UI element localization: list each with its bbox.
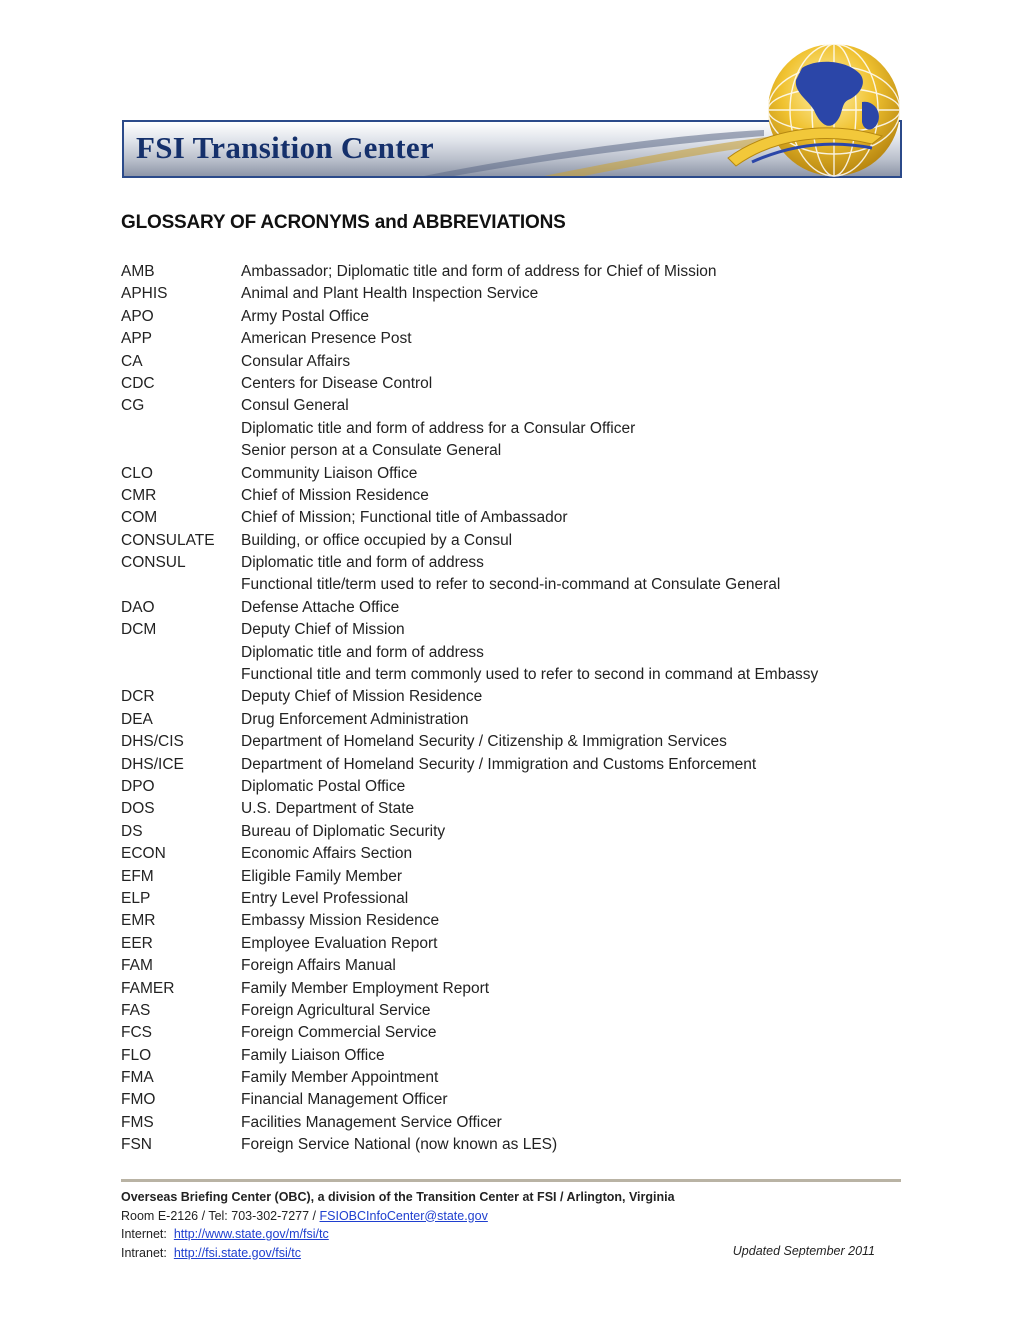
glossary-definition: Senior person at a Consulate General [241, 442, 502, 460]
glossary-definition: Foreign Agricultural Service [241, 1001, 431, 1019]
glossary-abbreviation: DOS [121, 800, 155, 818]
glossary-definition: Entry Level Professional [241, 889, 409, 907]
glossary-abbreviation: FMA [121, 1069, 154, 1087]
glossary-row [121, 866, 901, 888]
glossary-abbreviation: CLO [121, 464, 153, 482]
glossary-definition: Department of Homeland Security / Immigration and Customs Enforcement [241, 755, 757, 773]
glossary-definition: Bureau of Diplomatic Security [241, 822, 446, 840]
glossary-definition: Deputy Chief of Mission [241, 621, 405, 639]
footer-internet-label: Internet: [121, 1227, 167, 1241]
glossary-abbreviation: CONSULATE [121, 531, 215, 549]
glossary-row [121, 776, 901, 798]
glossary-abbreviation: FAMER [121, 979, 175, 997]
glossary-definition: Functional title/term used to refer to second-in-command at Consulate General [241, 576, 781, 594]
glossary-definition: Animal and Plant Health Inspection Service [241, 285, 539, 303]
glossary-abbreviation: FAS [121, 1001, 151, 1019]
glossary-row [121, 933, 901, 955]
glossary-definition: Eligible Family Member [241, 867, 403, 885]
glossary-row [121, 1067, 901, 1089]
glossary-abbreviation: FMS [121, 1113, 154, 1131]
glossary-definition: Building, or office occupied by a Consul [241, 531, 513, 549]
footer-organization: Overseas Briefing Center (OBC), a division of the Transition Center at FSI / Arlington, Virginia [121, 1190, 675, 1204]
footer-email-link[interactable]: FSIOBCInfoCenter@state.gov [319, 1208, 488, 1223]
glossary-row [121, 552, 901, 574]
glossary-abbreviation: DEA [121, 710, 153, 728]
glossary-abbreviation [121, 440, 241, 462]
glossary-definition: Defense Attache Office [241, 598, 400, 616]
glossary-row [121, 1045, 901, 1067]
glossary-abbreviation: CA [121, 352, 143, 370]
glossary-row [121, 978, 901, 1000]
glossary-row [121, 910, 901, 932]
glossary-definition: Consul General [241, 397, 349, 415]
glossary-definition: Diplomatic title and form of address for a Consular Officer [241, 419, 636, 437]
glossary-row [121, 1134, 901, 1156]
glossary-definition: Functional title and term commonly used to refer to second in command at Embassy [241, 666, 819, 684]
page-title: GLOSSARY OF ACRONYMS and ABBREVIATIONS [121, 212, 566, 233]
glossary-row [121, 1000, 901, 1022]
glossary-abbreviation: DAO [121, 598, 155, 616]
glossary-abbreviation: AMB [121, 263, 155, 280]
glossary-row [121, 888, 901, 910]
glossary-row [121, 664, 901, 686]
glossary-row [121, 306, 901, 328]
footer-room-tel: Room E-2126 / Tel: 703-302-7277 / [121, 1208, 320, 1223]
glossary-row [121, 261, 901, 283]
globe-logo-icon [722, 40, 904, 180]
footer-updated-date: Updated September 2011 [732, 1243, 875, 1258]
glossary-definition: Department of Homeland Security / Citizenship & Immigration Services [241, 733, 727, 751]
glossary-row [121, 1022, 901, 1044]
glossary-row [121, 418, 901, 440]
glossary-row [121, 440, 901, 462]
glossary-abbreviation: FMO [121, 1091, 156, 1109]
glossary-abbreviation: DHS/ICE [121, 755, 184, 773]
glossary-abbreviation: ELP [121, 889, 151, 907]
glossary-definition: Family Member Appointment [241, 1069, 439, 1087]
glossary-row [121, 686, 901, 708]
glossary-abbreviation [121, 574, 241, 596]
glossary-abbreviation: DS [121, 822, 143, 840]
glossary-abbreviation [121, 664, 241, 686]
glossary-abbreviation: DCM [121, 621, 157, 639]
footer-internet-line [121, 1225, 881, 1244]
glossary-definition: Foreign Commercial Service [241, 1024, 437, 1042]
glossary-abbreviation: FCS [121, 1024, 152, 1042]
glossary-row [121, 328, 901, 350]
glossary-abbreviation: APP [121, 330, 153, 348]
glossary-row [121, 731, 901, 753]
glossary-abbreviation: CMR [121, 486, 157, 504]
glossary-definition: Centers for Disease Control [241, 374, 433, 392]
glossary-definition: Chief of Mission; Functional title of Ambassador [241, 509, 568, 527]
glossary-row [121, 642, 901, 664]
glossary-abbreviation: DCR [121, 688, 155, 706]
glossary-row [121, 821, 901, 843]
glossary-abbreviation: DPO [121, 777, 155, 795]
glossary-abbreviation: EFM [121, 867, 154, 885]
glossary-row [121, 485, 901, 507]
glossary-abbreviation: ECON [121, 845, 166, 863]
glossary-definition: Family Liaison Office [241, 1046, 385, 1064]
glossary-definition: U.S. Department of State [241, 800, 415, 818]
glossary-definition: Community Liaison Office [241, 464, 418, 482]
glossary-row [121, 798, 901, 820]
glossary-row [121, 709, 901, 731]
glossary-definition: Financial Management Officer [241, 1091, 448, 1109]
glossary-definition: Deputy Chief of Mission Residence [241, 688, 483, 706]
glossary-abbreviation: CDC [121, 374, 155, 392]
glossary-abbreviation: DHS/CIS [121, 733, 184, 751]
footer-intranet-link[interactable]: http://fsi.state.gov/fsi/tc [173, 1245, 301, 1260]
glossary-definition: Employee Evaluation Report [241, 934, 438, 952]
glossary-abbreviation [121, 418, 241, 440]
glossary-definition: Drug Enforcement Administration [241, 710, 469, 728]
glossary-definition: American Presence Post [241, 330, 412, 348]
glossary-row [121, 843, 901, 865]
footer-contact-line [121, 1207, 881, 1226]
glossary-row [121, 597, 901, 619]
footer-intranet-label: Intranet: [121, 1245, 167, 1260]
glossary-definition: Chief of Mission Residence [241, 486, 429, 504]
glossary-row [121, 574, 901, 596]
glossary-row [121, 530, 901, 552]
glossary-row [121, 351, 901, 373]
glossary-row [121, 395, 901, 417]
glossary-definition: Foreign Service National (now known as LES) [241, 1136, 558, 1154]
glossary-abbreviation: EMR [121, 912, 156, 930]
glossary-definition: Diplomatic title and form of address [241, 643, 484, 661]
glossary-definition: Family Member Employment Report [241, 979, 490, 997]
footer-divider [121, 1179, 901, 1182]
banner-title: FSI Transition Center [136, 130, 434, 165]
glossary-definition: Foreign Affairs Manual [241, 957, 396, 975]
glossary-abbreviation: FAM [121, 957, 153, 975]
glossary-abbreviation: EER [121, 934, 153, 952]
glossary-row [121, 619, 901, 641]
glossary-row [121, 1089, 901, 1111]
glossary-abbreviation: CG [121, 397, 145, 415]
glossary-definition: Diplomatic Postal Office [241, 777, 406, 795]
glossary-row [121, 507, 901, 529]
glossary-definition: Ambassador; Diplomatic title and form of address for Chief of Mission [241, 263, 717, 280]
glossary-abbreviation: COM [121, 509, 158, 527]
glossary-abbreviation: FLO [121, 1046, 152, 1064]
glossary-abbreviation: APO [121, 307, 154, 325]
glossary-definition: Diplomatic title and form of address [241, 554, 484, 572]
glossary-row [121, 463, 901, 485]
footer-internet-link[interactable]: http://www.state.gov/m/fsi/tc [173, 1227, 329, 1241]
glossary-definition: Facilities Management Service Officer [241, 1113, 502, 1131]
glossary-abbreviation: APHIS [121, 285, 168, 303]
glossary-row [121, 373, 901, 395]
footer [121, 1188, 881, 1262]
glossary-row [121, 283, 901, 305]
glossary-abbreviation: FSN [121, 1136, 152, 1154]
glossary-definition: Army Postal Office [241, 307, 370, 325]
glossary-abbreviation [121, 642, 241, 664]
glossary-row [121, 1112, 901, 1134]
glossary-row [121, 754, 901, 776]
glossary-definition: Consular Affairs [241, 352, 351, 370]
glossary-definition: Embassy Mission Residence [241, 912, 440, 930]
glossary-row [121, 955, 901, 977]
glossary-definition: Economic Affairs Section [241, 845, 413, 863]
glossary-abbreviation: CONSUL [121, 554, 186, 572]
glossary-list [121, 261, 901, 1157]
